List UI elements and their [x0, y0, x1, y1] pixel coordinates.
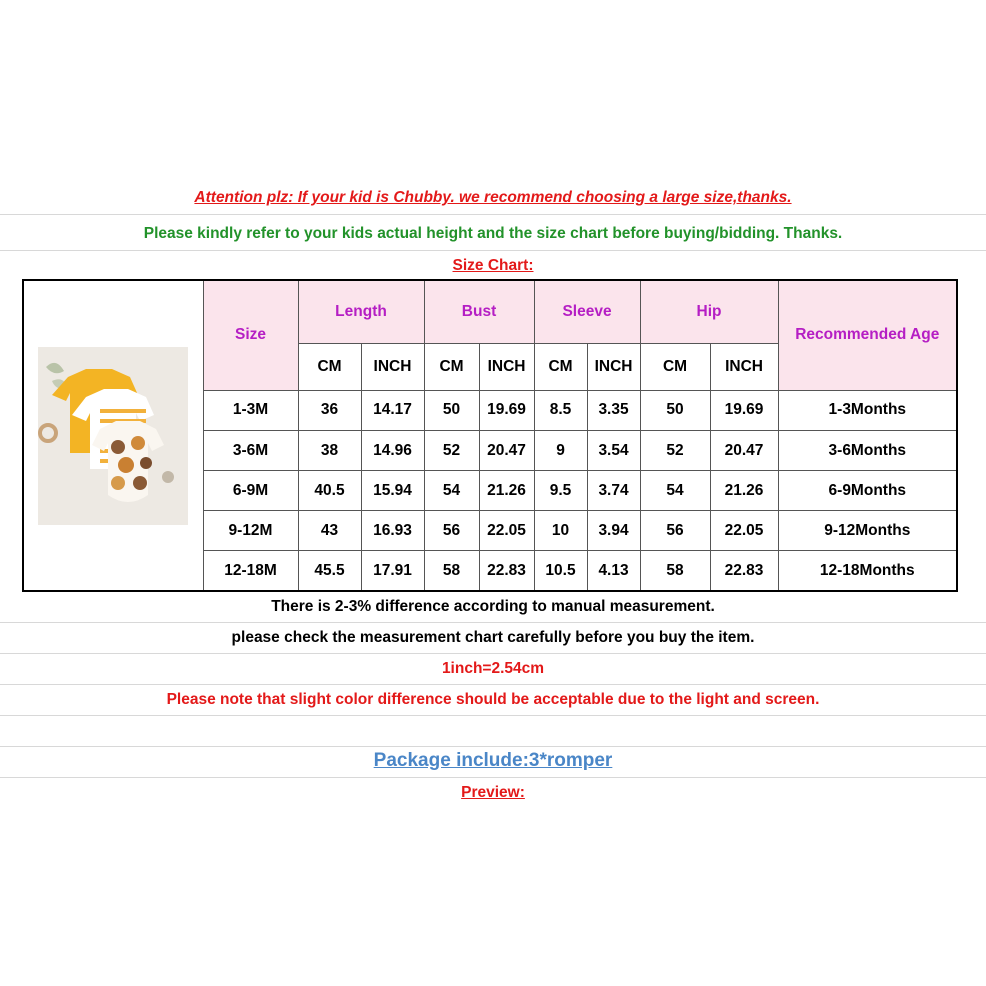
value-cell: 21.26 — [479, 471, 534, 511]
value-cell: 3.54 — [587, 430, 640, 470]
header-recommended-age: Recommended Age — [778, 280, 957, 390]
value-cell: 14.17 — [361, 390, 424, 430]
size-cell: 12-18M — [203, 551, 298, 591]
unit-header: CM — [534, 343, 587, 390]
divider — [0, 250, 986, 251]
attention-note: Attention plz: If your kid is Chubby. we recommend choosing a large size,thanks. — [194, 189, 792, 206]
size-chart-table — [22, 279, 958, 592]
divider — [0, 214, 986, 215]
preview-label: Preview: — [461, 784, 525, 801]
value-cell: 36 — [298, 390, 361, 430]
size-cell: 6-9M — [203, 471, 298, 511]
value-cell: 50 — [424, 390, 479, 430]
value-cell: 10.5 — [534, 551, 587, 591]
value-cell: 58 — [424, 551, 479, 591]
value-cell: 54 — [640, 471, 710, 511]
header-sleeve: Sleeve — [534, 280, 640, 343]
color-note: Please note that slight color difference should be acceptable due to the light and screen. — [166, 691, 820, 708]
value-cell: 22.83 — [710, 551, 778, 591]
value-cell: 17.91 — [361, 551, 424, 591]
header-length: Length — [298, 280, 424, 343]
value-cell: 14.96 — [361, 430, 424, 470]
product-photo — [38, 347, 188, 525]
value-cell: 10 — [534, 511, 587, 551]
unit-header: CM — [640, 343, 710, 390]
size-chart-title: Size Chart: — [452, 257, 534, 274]
value-cell: 19.69 — [479, 390, 534, 430]
value-cell: 21.26 — [710, 471, 778, 511]
value-cell: 22.05 — [479, 511, 534, 551]
divider — [0, 622, 986, 623]
value-cell: 3.74 — [587, 471, 640, 511]
header-size: Size — [203, 280, 298, 390]
value-cell: 38 — [298, 430, 361, 470]
unit-header: INCH — [710, 343, 778, 390]
value-cell: 22.05 — [710, 511, 778, 551]
value-cell: 9 — [534, 430, 587, 470]
difference-note: There is 2-3% difference according to manual measurement. — [271, 598, 715, 615]
value-cell: 54 — [424, 471, 479, 511]
value-cell: 4.13 — [587, 551, 640, 591]
divider — [0, 653, 986, 654]
divider — [0, 715, 986, 716]
age-cell: 3-6Months — [778, 430, 957, 470]
divider — [0, 684, 986, 685]
value-cell: 16.93 — [361, 511, 424, 551]
inch-conversion: 1inch=2.54cm — [441, 660, 545, 677]
value-cell: 58 — [640, 551, 710, 591]
value-cell: 50 — [640, 390, 710, 430]
value-cell: 8.5 — [534, 390, 587, 430]
value-cell: 15.94 — [361, 471, 424, 511]
value-cell: 20.47 — [710, 430, 778, 470]
header-hip: Hip — [640, 280, 778, 343]
value-cell: 22.83 — [479, 551, 534, 591]
check-note: please check the measurement chart carefully before you buy the item. — [231, 629, 755, 646]
size-cell: 1-3M — [203, 390, 298, 430]
value-cell: 20.47 — [479, 430, 534, 470]
age-cell: 6-9Months — [778, 471, 957, 511]
unit-header: CM — [424, 343, 479, 390]
age-cell: 1-3Months — [778, 390, 957, 430]
age-cell: 12-18Months — [778, 551, 957, 591]
product-photo-cell — [23, 280, 203, 591]
unit-header: CM — [298, 343, 361, 390]
value-cell: 19.69 — [710, 390, 778, 430]
divider — [0, 777, 986, 778]
value-cell: 52 — [640, 430, 710, 470]
value-cell: 3.94 — [587, 511, 640, 551]
size-cell: 9-12M — [203, 511, 298, 551]
header-bust: Bust — [424, 280, 534, 343]
value-cell: 45.5 — [298, 551, 361, 591]
age-cell: 9-12Months — [778, 511, 957, 551]
unit-header: INCH — [479, 343, 534, 390]
refer-note: Please kindly refer to your kids actual height and the size chart before buying/bidding. Thanks. — [143, 225, 843, 242]
value-cell: 40.5 — [298, 471, 361, 511]
value-cell: 3.35 — [587, 390, 640, 430]
value-cell: 52 — [424, 430, 479, 470]
divider — [0, 746, 986, 747]
unit-header: INCH — [587, 343, 640, 390]
value-cell: 43 — [298, 511, 361, 551]
value-cell: 56 — [640, 511, 710, 551]
unit-header: INCH — [361, 343, 424, 390]
romper-illustration — [38, 347, 188, 525]
package-include: Package include:3*romper — [373, 750, 613, 771]
value-cell: 9.5 — [534, 471, 587, 511]
size-cell: 3-6M — [203, 430, 298, 470]
value-cell: 56 — [424, 511, 479, 551]
